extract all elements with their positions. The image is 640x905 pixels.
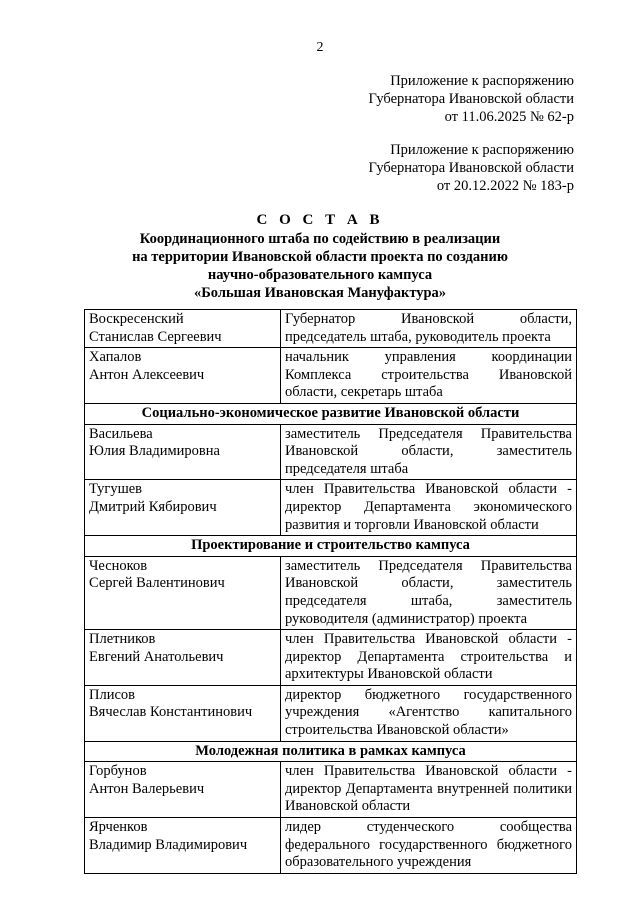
member-role-cell: директор бюджетного государственного учреждения «Агентство капитального строительства Ивановской области» [281,685,577,741]
member-surname: Тугушев [89,481,143,498]
member-name-cell [85,818,281,874]
table-row [85,310,577,348]
member-given-names: Сергей Валентинович [89,575,225,592]
member-name-cell [85,424,281,480]
staff-composition-table [84,309,577,874]
member-role-cell: член Правительства Ивановской области - директор Департамента строительства и архитектуры Ивановской области [281,630,577,686]
annex-line: Приложение к распоряжению [390,142,574,158]
member-name-cell [85,310,281,348]
section-title: Молодежная политика в рамках кампуса [85,741,577,762]
member-name-cell [85,685,281,741]
annex-line: Губернатора Ивановской области [368,160,574,176]
table-row [85,348,577,404]
member-surname: Чесноков [89,557,148,574]
annex-line: от 20.12.2022 № 183-р [436,178,574,194]
annex-original-order [369,141,574,195]
member-given-names: Антон Алексеевич [89,366,205,383]
member-surname: Васильева [89,425,153,442]
member-given-names: Дмитрий Кябирович [89,498,217,515]
document-heading [0,211,640,302]
table-row [85,424,577,480]
document-title: С О С Т А В [256,212,384,228]
member-given-names: Станислав Сергеевич [89,328,222,345]
subtitle-line: Координационного штаба по содействию в реализации [139,231,501,247]
section-row [85,741,577,762]
section-title: Социально-экономическое развитие Ивановской области [85,403,577,424]
member-name-cell [85,556,281,629]
member-given-names: Владимир Владимирович [89,836,248,853]
member-role-cell: заместитель Председателя Правительства Ивановской области, заместитель председателя штаба, заместитель руководителя (администратор) проекта [281,556,577,629]
section-row [85,403,577,424]
member-name-cell [85,348,281,404]
member-name-cell [85,480,281,536]
document-subtitle [0,230,640,302]
table-row [85,818,577,874]
member-surname: Ярченков [89,819,148,836]
table-row [85,685,577,741]
member-name-cell [85,630,281,686]
subtitle-line: научно-образовательного кампуса [207,267,433,283]
page-number: 2 [316,40,324,55]
member-surname: Горбунов [89,763,147,780]
table-row [85,480,577,536]
member-role-cell: заместитель Председателя Правительства Ивановской области, заместитель председателя штаба [281,424,577,480]
table-row [85,762,577,818]
member-role-cell: член Правительства Ивановской области - директор Департамента внутренней политики Ивановской области [281,762,577,818]
annex-line: Приложение к распоряжению [390,73,574,89]
member-role-cell: Губернатор Ивановской области, председатель штаба, руководитель проекта [281,310,577,348]
subtitle-line: «Большая Ивановская Мануфактура» [193,285,447,301]
member-surname: Плисов [89,686,135,703]
member-surname: Хапалов [89,349,142,366]
subtitle-line: на территории Ивановской области проекта по созданию [132,249,508,265]
member-given-names: Евгений Анатольевич [89,648,224,665]
member-given-names: Вячеслав Константинович [89,704,253,721]
member-surname: Плетников [89,631,156,648]
table-row [85,630,577,686]
member-role-cell: член Правительства Ивановской области - директор Департамента экономического развития и торговли Ивановской области [281,480,577,536]
member-given-names: Юлия Владимировна [89,443,220,460]
annex-current-amendment [369,72,574,126]
table-row [85,556,577,629]
section-row [85,536,577,557]
annex-line: от 11.06.2025 № 62-р [444,109,574,125]
annex-line: Губернатора Ивановской области [368,91,574,107]
section-title: Проектирование и строительство кампуса [85,536,577,557]
member-given-names: Антон Валерьевич [89,780,205,797]
member-name-cell [85,762,281,818]
member-role-cell: лидер студенческого сообщества федерального государственного бюджетного образовательного учреждения [281,818,577,874]
member-role-cell: начальник управления координации Комплекса строительства Ивановской области, секретарь штаба [281,348,577,404]
member-surname: Воскресенский [89,311,184,327]
